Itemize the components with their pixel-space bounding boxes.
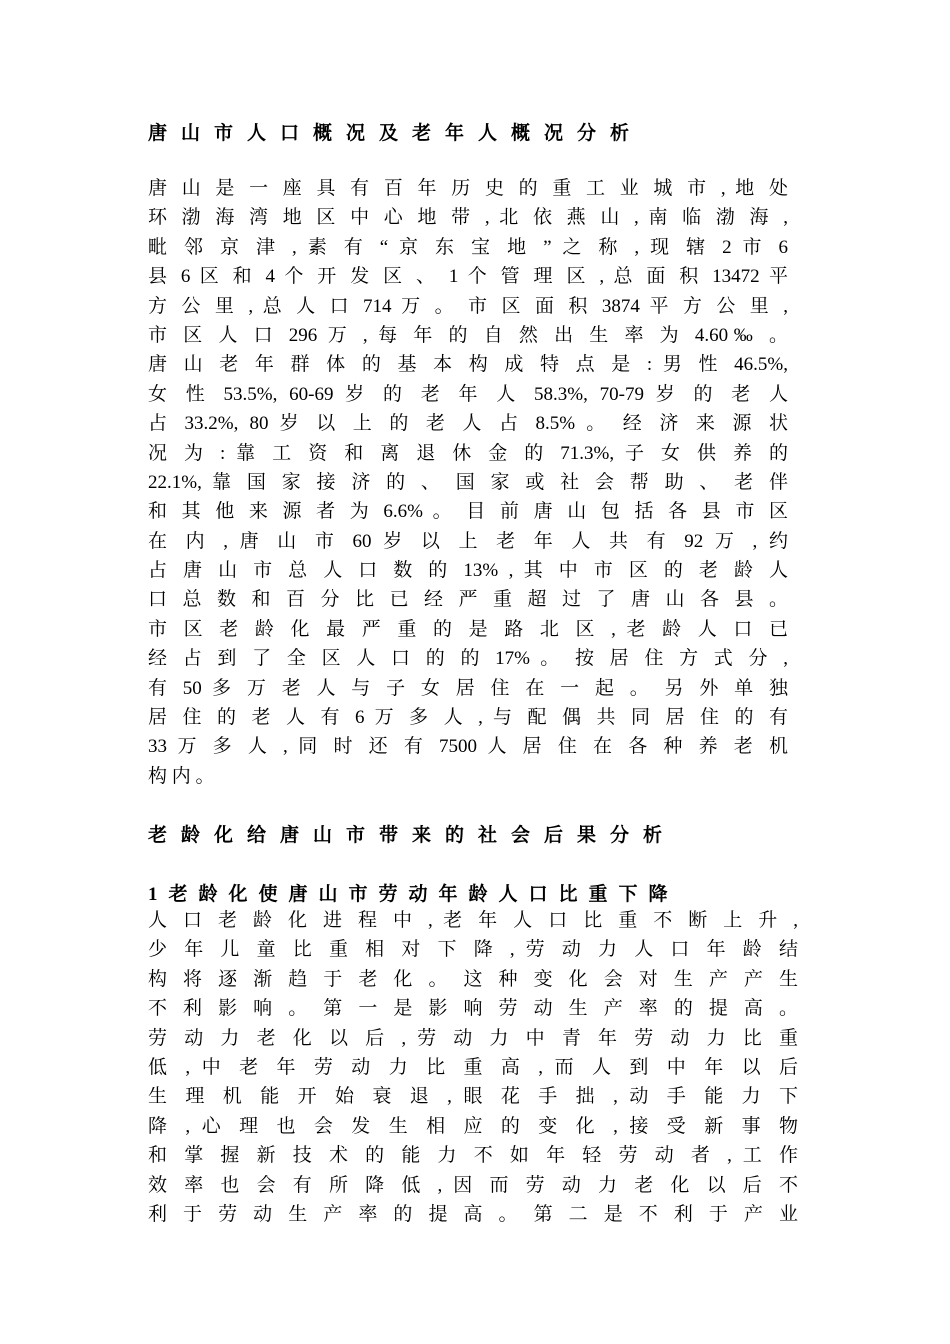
text-line: 市 区 老 龄 化 最 严 重 的 是 路 北 区 , 老 龄 人 口 已 [148,618,788,640]
paragraph-population-overview [148,174,788,791]
text-line: 和 掌 握 新 技 术 的 能 力 不 如 年 轻 劳 动 者 , 工 作 [148,1145,798,1167]
text-line: 构 将 逐 渐 趋 于 老 化 。 这 种 变 化 会 对 生 产 产 生 [148,968,798,990]
text-line: 经 占 到 了 全 区 人 口 的 的 17% 。 按 居 住 方 式 分 , [148,648,788,670]
text-line: 女 性 53.5%, 60-69 岁 的 老 年 人 58.3%, 70-79 岁 的 老 人 [148,383,788,405]
text-line: 降 , 心 理 也 会 发 生 相 应 的 变 化 , 接 受 新 事 物 [148,1115,798,1137]
text-line: 口 总 数 和 百 分 比 已 经 严 重 超 过 了 唐 山 各 县 。 [148,589,788,611]
text-line: 方 公 里 , 总 人 口 714 万 。 市 区 面 积 3874 平 方 公 里 , [148,295,788,317]
text-line: 不 利 影 响 。 第 一 是 影 响 劳 动 生 产 率 的 提 高 。 [148,998,798,1020]
text-line: 唐 山 老 年 群 体 的 基 本 构 成 特 点 是 : 男 性 46.5%, [148,354,788,376]
text-line: 居 住 的 老 人 有 6 万 多 人 , 与 配 偶 共 同 居 住 的 有 [148,707,788,729]
text-line: 劳 动 力 老 化 以 后 , 劳 动 力 中 青 年 劳 动 力 比 重 [148,1027,798,1049]
text-line: 在 内 , 唐 山 市 60 岁 以 上 老 年 人 共 有 92 万 , 约 [148,530,788,552]
text-line: 33 万 多 人 , 同 时 还 有 7500 人 居 住 在 各 种 养 老 机 [148,736,788,758]
text-line: 市 区 人 口 296 万 , 每 年 的 自 然 出 生 率 为 4.60‰ 。 [148,324,788,346]
text-line: 22.1%, 靠 国 家 接 济 的 、 国 家 或 社 会 帮 助 、 老 伴 [148,471,788,493]
text-line: 况 为 : 靠 工 资 和 离 退 休 金 的 71.3%, 子 女 供 养 的 [148,442,788,464]
text-line: 利 于 劳 动 生 产 率 的 提 高 。 第 二 是 不 利 于 产 业 [148,1203,798,1225]
text-line: 构 内 。 [148,765,215,787]
subsection-title-labor-ratio: 1老龄化使唐山市劳动年龄人口比重下降 [148,884,679,905]
text-line: 人 口 老 龄 化 进 程 中 , 老 年 人 口 比 重 不 断 上 升 , [148,910,798,931]
paragraph-labor-ratio [148,906,798,1229]
section-title-population-overview: 唐山市人口概况及老年人概况分析 [148,123,644,144]
text-line: 毗 邻 京 津 , 素 有 “ 京 东 宝 地 ” 之 称 , 现 辖 2 市 6 [148,236,788,258]
text-line: 低 , 中 老 年 劳 动 力 比 重 高 , 而 人 到 中 年 以 后 [148,1056,798,1078]
text-line: 占 唐 山 市 总 人 口 数 的 13% , 其 中 市 区 的 老 龄 人 [148,560,788,582]
text-line: 和 其 他 来 源 者 为 6.6% 。 目 前 唐 山 包 括 各 县 市 区 [148,501,788,523]
section-title-social-consequences: 老龄化给唐山市带来的社会后果分析 [148,825,677,846]
text-line: 效 率 也 会 有 所 降 低 , 因 而 劳 动 力 老 化 以 后 不 [148,1174,798,1196]
text-line: 县 6 区 和 4 个 开 发 区 、 1 个 管 理 区 , 总 面 积 13472 平 [148,266,788,288]
text-line: 唐 山 是 一 座 具 有 百 年 历 史 的 重 工 业 城 市 , 地 处 [148,178,788,199]
text-line: 环 渤 海 湾 地 区 中 心 地 带 , 北 依 燕 山 , 南 临 渤 海 , [148,207,788,229]
text-line: 占 33.2%, 80 岁 以 上 的 老 人 占 8.5% 。 经 济 来 源 状 [148,413,788,435]
text-line: 生 理 机 能 开 始 衰 退 , 眼 花 手 拙 , 动 手 能 力 下 [148,1086,798,1108]
text-line: 少 年 儿 童 比 重 相 对 下 降 , 劳 动 力 人 口 年 龄 结 [148,939,798,961]
text-line: 有 50 多 万 老 人 与 子 女 居 住 在 一 起 。 另 外 单 独 [148,677,788,699]
